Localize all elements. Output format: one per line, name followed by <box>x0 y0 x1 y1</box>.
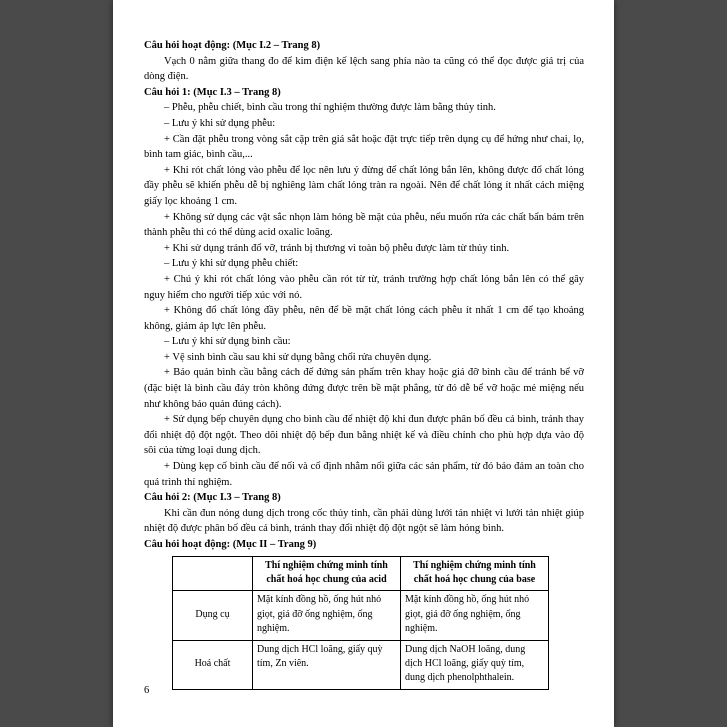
paragraph: + Dùng kẹp cố bình cầu để nối và cố định nhằm nối giữa các sản phẩm, từ đó bảo đảm an toàn cho quá trình thí nghiệm. <box>144 461 584 488</box>
table-header-row <box>173 556 549 591</box>
table-row-label: Hoá chất <box>173 640 253 689</box>
comparison-table <box>172 556 549 690</box>
page-number: 6 <box>144 685 150 696</box>
section-heading: Câu hỏi 2: (Mục I.3 – Trang 8) <box>144 492 281 504</box>
table-cell: Mặt kính đồng hồ, ống hút nhỏ giọt, giá đỡ ống nghiệm, ống nghiệm. <box>401 591 549 640</box>
paragraph: + Vệ sinh bình cầu sau khi sử dụng bằng chổi rửa chuyên dụng. <box>164 351 432 363</box>
table-cell: Dung dịch NaOH loãng, dung dịch HCl loãng, giấy quỳ tím, dung dịch phenolphthalein. <box>401 640 549 689</box>
document-page <box>113 0 614 727</box>
section-heading: Câu hỏi 1: (Mục I.3 – Trang 8) <box>144 86 281 98</box>
paragraph: Khi cần đun nóng dung dịch trong cốc thủy tinh, cần phải dùng lưới tản nhiệt vì lưới tản nhiệt giúp nhiệt độ được phân bố đều cả bình, tránh thay đổi nhiệt độ đột ngột sẽ làm hỏng bình. <box>144 507 584 535</box>
paragraph: + Không đổ chất lỏng đầy phễu, nên để bề mặt chất lỏng cách phễu ít nhất 1 cm để tạo khoảng không, giảm áp lực lên phễu. <box>144 305 584 332</box>
table-row <box>173 640 549 689</box>
table-cell-empty <box>173 556 253 591</box>
paragraph: Vạch 0 nằm giữa thang đo để kim điện kế lệch sang phía nào ta cũng có thể đọc được giá trị của dòng điện. <box>144 55 584 83</box>
section-heading: Câu hỏi hoạt động: (Mục II – Trang 9) <box>144 539 317 550</box>
paragraph: + Chú ý khi rót chất lỏng vào phễu cần rót từ từ, tránh trường hợp chất lỏng bắn lên có thể gây nguy hiểm cho người tiếp xúc với nó. <box>144 273 584 301</box>
table-header-base: Thí nghiệm chứng minh tính chất hoá học chung của base <box>401 556 549 591</box>
page-content <box>144 38 584 690</box>
section-heading: Câu hỏi hoạt động: (Mục I.2 – Trang 8) <box>144 40 321 51</box>
table-cell: Mặt kính đồng hồ, ống hút nhỏ giọt, giá đỡ ống nghiệm, ống nghiệm. <box>253 591 401 640</box>
paragraph: – Phễu, phễu chiết, bình cầu trong thí nghiệm thường được làm bằng thủy tinh. <box>164 102 496 114</box>
table-row-label: Dụng cụ <box>173 591 253 640</box>
paragraph: – Lưu ý khi sử dụng bình cầu: <box>164 336 291 348</box>
table-header-acid: Thí nghiệm chứng minh tính chất hoá học chung của acid <box>253 556 401 591</box>
paragraph: + Khi rót chất lỏng vào phễu để lọc nên lưu ý đừng để chất lỏng bắn lên, không được đổ chất lỏng đầy phễu sẽ khiến phễu dễ bị nghiêng làm chất lỏng tràn ra ngoài. Nên để chất lỏng ít nhất cách miệng giấy lọc khoảng 1 cm. <box>144 164 584 207</box>
paragraph: + Sử dụng bếp chuyên dụng cho bình cầu để nhiệt độ khi đun được phân bố đều cả bình, tránh thay đổi nhiệt độ đột ngột. Theo dõi nhiệt độ bếp đun bằng nhiệt kế và điều chỉnh cho phù hợp dựa vào độ sôi của từng loại dung dịch. <box>144 414 584 457</box>
paragraph: + Khi sử dụng tránh đổ vỡ, tránh bị thương vì toàn bộ phễu được làm từ thủy tinh. <box>164 242 510 254</box>
paragraph: + Cần đặt phễu trong vòng sắt cặp trên giá sắt hoặc đặt trực tiếp trên dụng cụ để hứng như chai, lọ, bình tam giác, bình cầu,... <box>144 133 584 161</box>
table-cell: Dung dịch HCl loãng, giấy quỳ tím, Zn viên. <box>253 640 401 689</box>
paragraph: – Lưu ý khi sử dụng phễu chiết: <box>164 258 299 270</box>
paragraph: + Không sử dụng các vật sắc nhọn làm hỏng bề mặt của phễu, nếu muốn rửa các chất bẩn bám trên thành phễu thì có thể dùng acid oxalic loãng. <box>144 211 584 239</box>
paragraph: – Lưu ý khi sử dụng phễu: <box>164 117 276 129</box>
table-row <box>173 591 549 640</box>
paragraph: + Bảo quản bình cầu bằng cách để đứng sản phẩm trên khay hoặc giá đỡ bình cầu để tránh bể vỡ (đặc biệt là bình cầu đáy tròn không đứng được trên bề mặt phẳng, từ đó dễ bể vỡ hoặc mẻ miệng nếu như không bảo quản đúng cách). <box>144 367 584 410</box>
